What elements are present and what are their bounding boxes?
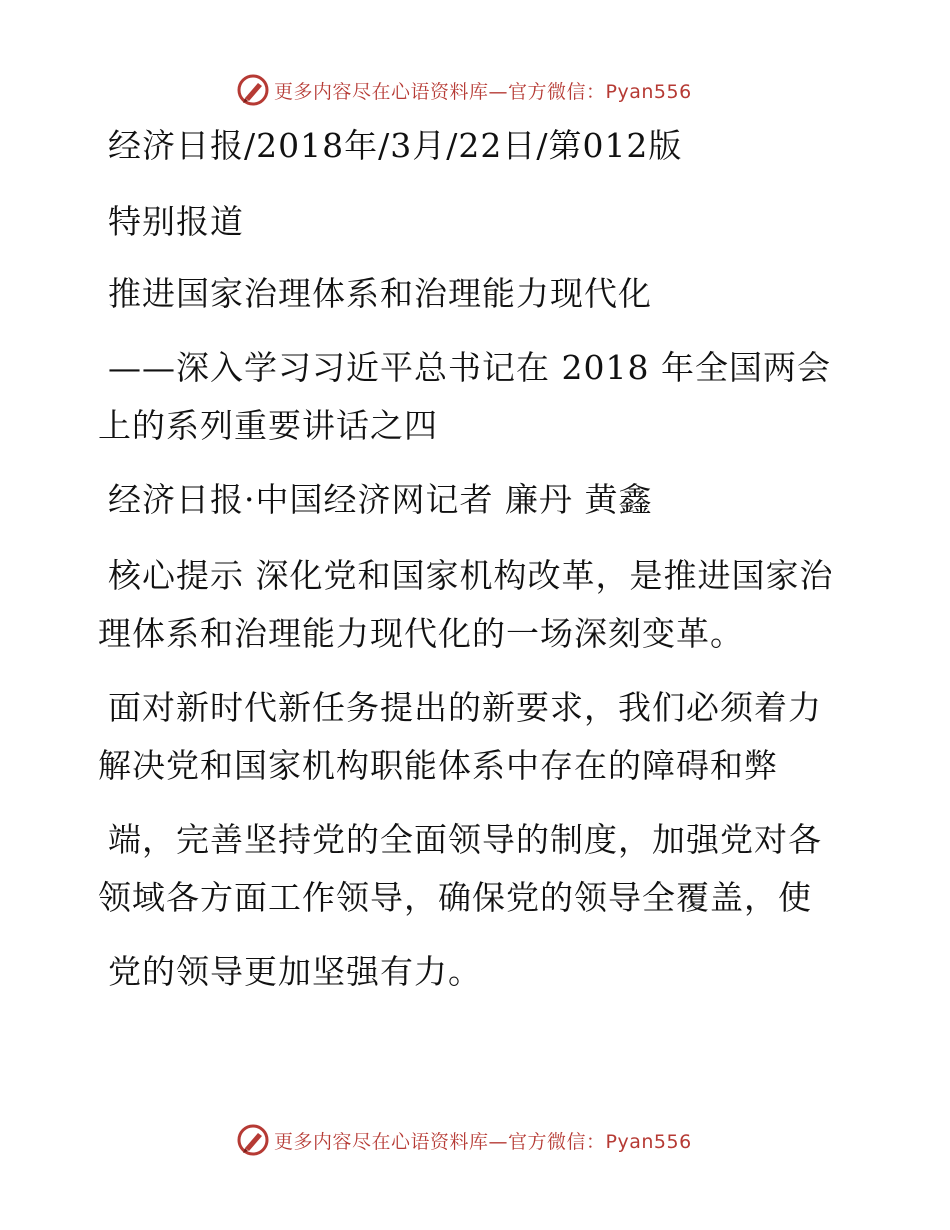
dateline: 经济日报/2018年/3月/22日/第012版 (108, 126, 683, 165)
paragraph-line-4: 领域各方面工作领导，确保党的领导全覆盖，使 (98, 878, 812, 917)
paragraph-line-5: 党的领导更加坚强有力。 (108, 952, 482, 991)
byline: 经济日报·中国经济网记者 廉丹 黄鑫 (108, 480, 653, 519)
paragraph-line-1: 面对新时代新任务提出的新要求，我们必须着力 (108, 688, 822, 727)
footer-banner-text: 更多内容尽在心语资料库—官方微信：Pyan556 (274, 1130, 692, 1153)
pen-logo-icon (236, 73, 270, 107)
section-label: 特别报道 (108, 202, 244, 241)
article-title: 推进国家治理体系和治理能力现代化 (108, 274, 652, 313)
summary-line-2: 理体系和治理能力现代化的一场深刻变革。 (98, 614, 744, 653)
article-subtitle-line-2: 上的系列重要讲话之四 (98, 406, 438, 445)
footer-banner (236, 1120, 692, 1160)
paragraph-line-3: 端，完善坚持党的全面领导的制度，加强党对各 (108, 820, 822, 859)
header-banner-text: 更多内容尽在心语资料库—官方微信：Pyan556 (274, 80, 692, 103)
article-subtitle-line-1: ——深入学习习近平总书记在 2018 年全国两会 (108, 348, 831, 387)
header-banner (236, 70, 692, 110)
paragraph-line-2: 解决党和国家机构职能体系中存在的障碍和弊 (98, 746, 778, 785)
summary-line-1: 核心提示 深化党和国家机构改革，是推进国家治 (108, 556, 834, 595)
pen-logo-icon (236, 1123, 270, 1157)
